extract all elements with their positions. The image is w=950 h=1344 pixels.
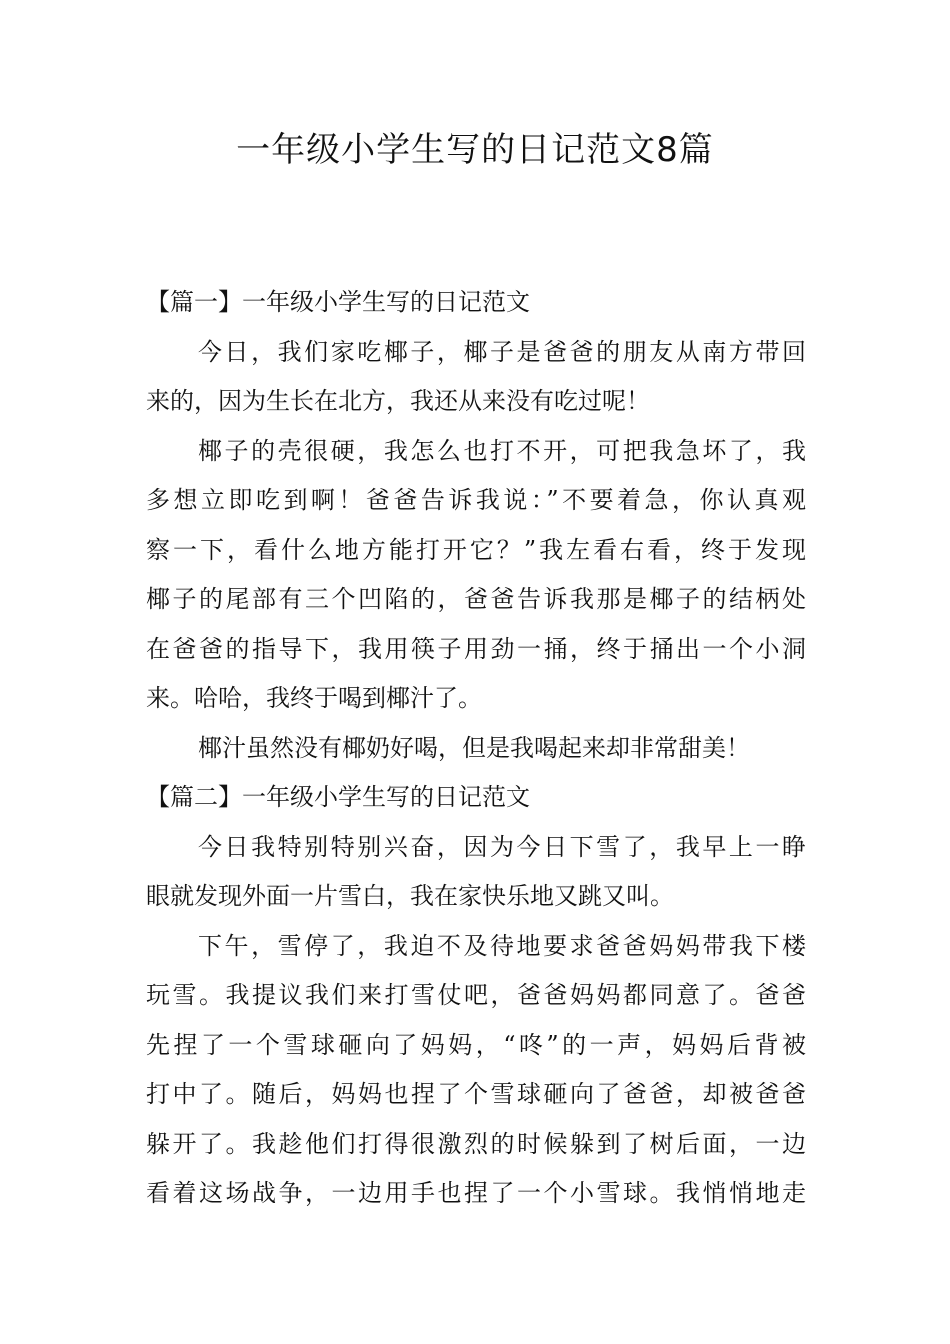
paragraph-line: 椰汁虽然没有椰奶好喝，但是我喝起来却非常甜美！ — [198, 733, 750, 762]
paragraph-line: 来的，因为生长在北方，我还从来没有吃过呢！ — [146, 387, 650, 415]
section-heading: 【篇一】一年级小学生写的日记范文 — [146, 288, 530, 316]
paragraph-line: 多想立即吃到啊！爸爸告诉我说：”不要着急，你认真观 — [146, 486, 806, 514]
paragraph-line: 打中了。随后，妈妈也捏了个雪球砸向了爸爸，却被爸爸 — [146, 1080, 806, 1108]
paragraph-line: 下午，雪停了，我迫不及待地要求爸爸妈妈带我下楼 — [198, 931, 806, 960]
section-heading: 【篇二】一年级小学生写的日记范文 — [146, 783, 530, 811]
paragraph-line: 玩雪。我提议我们来打雪仗吧，爸爸妈妈都同意了。爸爸 — [146, 981, 806, 1009]
paragraph-line: 在爸爸的指导下，我用筷子用劲一捅，终于捅出一个小洞 — [146, 634, 806, 663]
paragraph-line: 今日，我们家吃椰子，椰子是爸爸的朋友从南方带回 — [198, 337, 806, 366]
paragraph-line: 眼就发现外面一片雪白，我在家快乐地又跳又叫。 — [146, 882, 674, 910]
paragraph-line: 躲开了。我趁他们打得很激烈的时候躲到了树后面，一边 — [146, 1129, 806, 1158]
paragraph-line: 察一下，看什么地方能打开它？”我左看右看，终于发现 — [146, 535, 806, 564]
paragraph-line: 看着这场战争，一边用手也捏了一个小雪球。我悄悄地走 — [146, 1179, 806, 1207]
paragraph-line: 椰子的壳很硬，我怎么也打不开，可把我急坏了，我 — [198, 436, 806, 465]
paragraph-line: 椰子的尾部有三个凹陷的，爸爸告诉我那是椰子的结柄处 — [146, 585, 806, 613]
paragraph-line: 先捏了一个雪球砸向了妈妈，“咚”的一声，妈妈后背被 — [146, 1030, 806, 1059]
paragraph-line: 今日我特别特别兴奋，因为今日下雪了，我早上一睁 — [198, 832, 806, 861]
paragraph-line: 来。哈哈，我终于喝到椰汁了。 — [146, 684, 482, 712]
document-title: 一年级小学生写的日记范文8篇 — [236, 130, 714, 170]
document-body — [146, 278, 806, 1219]
